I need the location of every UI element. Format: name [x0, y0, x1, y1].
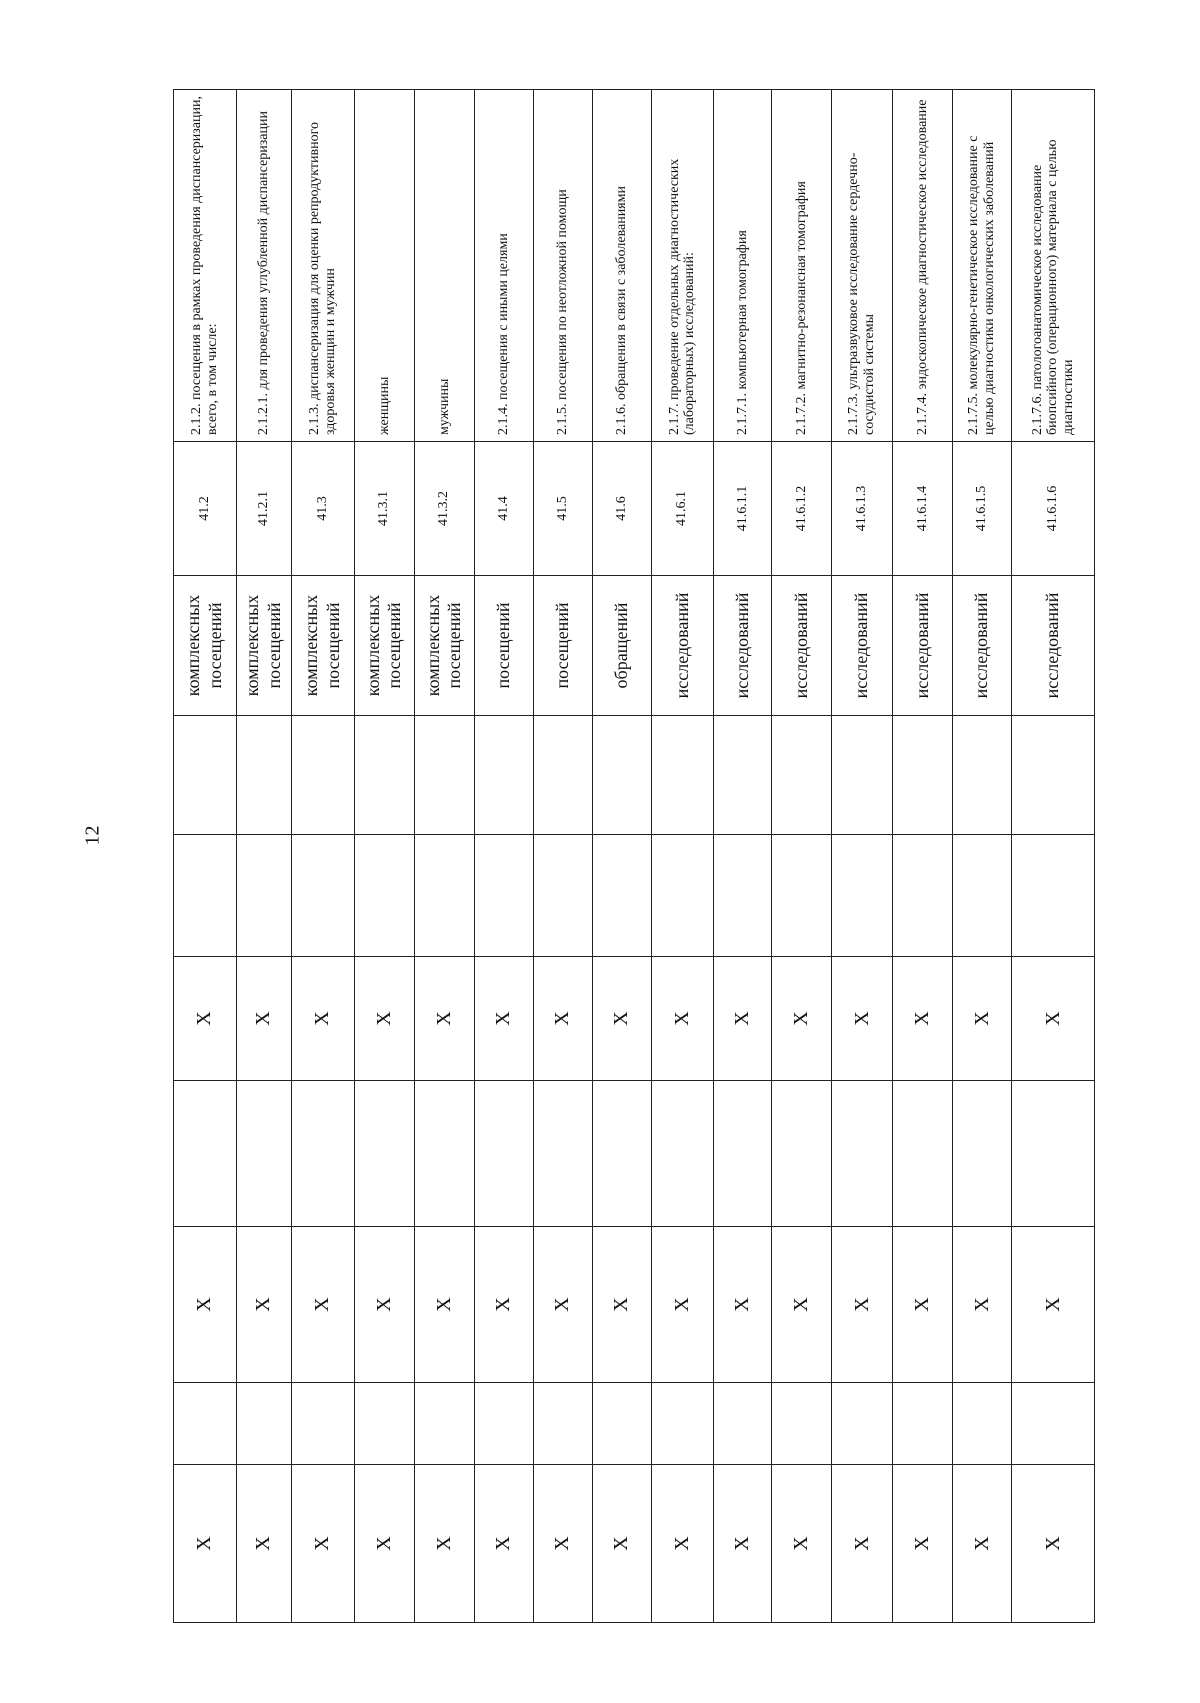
empty-cell: [236, 835, 291, 957]
empty-cell: [474, 716, 534, 835]
empty-cell: [534, 716, 592, 835]
empty-cell: [291, 835, 354, 957]
x-mark-cell: X: [831, 1465, 893, 1623]
code-cell: 41.3.2: [415, 442, 475, 576]
empty-cell: [713, 1081, 771, 1227]
empty-cell: [174, 1383, 237, 1465]
x-mark-cell: X: [1012, 1465, 1095, 1623]
table-row: [291, 90, 354, 1623]
indicator-name-cell: 2.1.5. посещения по неотложной помощи: [534, 90, 592, 442]
x-mark-cell: X: [893, 1227, 953, 1383]
unit-cell: исследований: [952, 576, 1012, 716]
empty-cell: [1012, 1383, 1095, 1465]
indicator-name-cell: 2.1.7.1. компьютерная томография: [713, 90, 771, 442]
x-mark-cell: X: [174, 957, 237, 1081]
empty-cell: [592, 1081, 652, 1227]
indicator-name-cell: 2.1.7.6. патологоанатомическое исследование биопсийного (операционного) материала с целью диагностики: [1012, 90, 1095, 442]
indicator-name-cell: 2.1.4. посещения с иными целями: [474, 90, 534, 442]
code-cell: 41.3.1: [354, 442, 415, 576]
empty-cell: [713, 1383, 771, 1465]
empty-cell: [415, 716, 475, 835]
unit-cell: исследований: [893, 576, 953, 716]
empty-cell: [474, 1081, 534, 1227]
data-table: [173, 89, 1095, 1623]
x-mark-cell: X: [592, 957, 652, 1081]
empty-cell: [236, 1081, 291, 1227]
x-mark-cell: X: [174, 1465, 237, 1623]
code-cell: 41.5: [534, 442, 592, 576]
unit-cell: исследований: [652, 576, 714, 716]
empty-cell: [952, 716, 1012, 835]
x-mark-cell: X: [474, 1465, 534, 1623]
x-mark-cell: X: [474, 957, 534, 1081]
code-cell: 41.6.1.6: [1012, 442, 1095, 576]
indicator-name-cell: 2.1.7.4. эндоскопическое диагностическое исследование: [893, 90, 953, 442]
empty-cell: [772, 835, 832, 957]
unit-cell: комплексных посещений: [236, 576, 291, 716]
x-mark-cell: X: [952, 1465, 1012, 1623]
x-mark-cell: X: [354, 957, 415, 1081]
x-mark-cell: X: [952, 957, 1012, 1081]
x-mark-cell: X: [534, 957, 592, 1081]
x-mark-cell: X: [354, 1465, 415, 1623]
x-mark-cell: X: [652, 1465, 714, 1623]
x-mark-cell: X: [592, 1227, 652, 1383]
indicator-name-cell: 2.1.7. проведение отдельных диагностических (лабораторных) исследований:: [652, 90, 714, 442]
x-mark-cell: X: [415, 957, 475, 1081]
empty-cell: [831, 716, 893, 835]
x-mark-cell: X: [236, 1227, 291, 1383]
x-mark-cell: X: [534, 1465, 592, 1623]
code-cell: 41.6: [592, 442, 652, 576]
empty-cell: [291, 1081, 354, 1227]
x-mark-cell: X: [291, 1465, 354, 1623]
table-row: [652, 90, 714, 1623]
indicator-name-cell: 2.1.2.1. для проведения углубленной диспансеризации: [236, 90, 291, 442]
x-mark-cell: X: [772, 957, 832, 1081]
indicator-name-cell: 2.1.3. диспансеризация для оценки репродуктивного здоровья женщин и мужчин: [291, 90, 354, 442]
table-row: [713, 90, 771, 1623]
rotated-table-wrapper: [173, 90, 1095, 1623]
code-cell: 41.6.1: [652, 442, 714, 576]
table-row: [174, 90, 237, 1623]
empty-cell: [291, 1383, 354, 1465]
empty-cell: [952, 1383, 1012, 1465]
empty-cell: [174, 835, 237, 957]
x-mark-cell: X: [952, 1227, 1012, 1383]
unit-cell: обращений: [592, 576, 652, 716]
empty-cell: [652, 716, 714, 835]
code-cell: 41.6.1.1: [713, 442, 771, 576]
x-mark-cell: X: [652, 1227, 714, 1383]
x-mark-cell: X: [291, 957, 354, 1081]
table-row: [236, 90, 291, 1623]
table-row: [1012, 90, 1095, 1623]
x-mark-cell: X: [354, 1227, 415, 1383]
x-mark-cell: X: [1012, 957, 1095, 1081]
empty-cell: [174, 716, 237, 835]
empty-cell: [772, 1081, 832, 1227]
x-mark-cell: X: [831, 1227, 893, 1383]
empty-cell: [893, 835, 953, 957]
x-mark-cell: X: [713, 957, 771, 1081]
x-mark-cell: X: [592, 1465, 652, 1623]
empty-cell: [534, 1383, 592, 1465]
empty-cell: [354, 835, 415, 957]
indicator-name-cell: женщины: [354, 90, 415, 442]
empty-cell: [652, 835, 714, 957]
x-mark-cell: X: [236, 1465, 291, 1623]
x-mark-cell: X: [1012, 1227, 1095, 1383]
table-row: [772, 90, 832, 1623]
indicator-name-cell: 2.1.7.2. магнитно-резонансная томография: [772, 90, 832, 442]
x-mark-cell: X: [415, 1465, 475, 1623]
table-row: [354, 90, 415, 1623]
empty-cell: [354, 1081, 415, 1227]
code-cell: 41.2: [174, 442, 237, 576]
empty-cell: [474, 835, 534, 957]
empty-cell: [1012, 716, 1095, 835]
code-cell: 41.4: [474, 442, 534, 576]
empty-cell: [474, 1383, 534, 1465]
x-mark-cell: X: [713, 1227, 771, 1383]
table-row: [534, 90, 592, 1623]
empty-cell: [893, 1081, 953, 1227]
empty-cell: [592, 835, 652, 957]
empty-cell: [893, 1383, 953, 1465]
empty-cell: [354, 1383, 415, 1465]
empty-cell: [592, 1383, 652, 1465]
x-mark-cell: X: [713, 1465, 771, 1623]
table-row: [474, 90, 534, 1623]
x-mark-cell: X: [772, 1465, 832, 1623]
empty-cell: [236, 716, 291, 835]
table-row: [952, 90, 1012, 1623]
empty-cell: [772, 1383, 832, 1465]
x-mark-cell: X: [772, 1227, 832, 1383]
unit-cell: комплексных посещений: [174, 576, 237, 716]
unit-cell: исследований: [772, 576, 832, 716]
x-mark-cell: X: [652, 957, 714, 1081]
empty-cell: [236, 1383, 291, 1465]
table-row: [831, 90, 893, 1623]
indicator-name-cell: 2.1.2. посещения в рамках проведения диспансеризации, всего, в том числе:: [174, 90, 237, 442]
empty-cell: [893, 716, 953, 835]
empty-cell: [713, 835, 771, 957]
unit-cell: комплексных посещений: [354, 576, 415, 716]
indicator-name-cell: 2.1.7.5. молекулярно-генетическое исследование с целью диагностики онкологических заболеваний: [952, 90, 1012, 442]
table-row: [415, 90, 475, 1623]
unit-cell: посещений: [534, 576, 592, 716]
table-row: [592, 90, 652, 1623]
empty-cell: [831, 1081, 893, 1227]
indicator-name-cell: 2.1.6. обращения в связи с заболеваниями: [592, 90, 652, 442]
code-cell: 41.3: [291, 442, 354, 576]
unit-cell: комплексных посещений: [415, 576, 475, 716]
code-cell: 41.6.1.3: [831, 442, 893, 576]
empty-cell: [415, 1383, 475, 1465]
empty-cell: [652, 1081, 714, 1227]
table-body: [174, 90, 1095, 1623]
x-mark-cell: X: [831, 957, 893, 1081]
empty-cell: [772, 716, 832, 835]
indicator-name-cell: мужчины: [415, 90, 475, 442]
x-mark-cell: X: [236, 957, 291, 1081]
empty-cell: [534, 1081, 592, 1227]
x-mark-cell: X: [893, 1465, 953, 1623]
empty-cell: [174, 1081, 237, 1227]
unit-cell: исследований: [831, 576, 893, 716]
indicator-name-cell: 2.1.7.3. ультразвуковое исследование сердечно-сосудистой системы: [831, 90, 893, 442]
empty-cell: [415, 835, 475, 957]
x-mark-cell: X: [893, 957, 953, 1081]
empty-cell: [652, 1383, 714, 1465]
empty-cell: [831, 835, 893, 957]
code-cell: 41.6.1.2: [772, 442, 832, 576]
empty-cell: [1012, 835, 1095, 957]
unit-cell: комплексных посещений: [291, 576, 354, 716]
empty-cell: [831, 1383, 893, 1465]
code-cell: 41.6.1.4: [893, 442, 953, 576]
unit-cell: посещений: [474, 576, 534, 716]
empty-cell: [713, 716, 771, 835]
x-mark-cell: X: [415, 1227, 475, 1383]
unit-cell: исследований: [713, 576, 771, 716]
empty-cell: [592, 716, 652, 835]
x-mark-cell: X: [174, 1227, 237, 1383]
page-number: 12: [81, 825, 104, 846]
x-mark-cell: X: [474, 1227, 534, 1383]
empty-cell: [534, 835, 592, 957]
code-cell: 41.6.1.5: [952, 442, 1012, 576]
x-mark-cell: X: [291, 1227, 354, 1383]
x-mark-cell: X: [534, 1227, 592, 1383]
code-cell: 41.2.1: [236, 442, 291, 576]
empty-cell: [291, 716, 354, 835]
empty-cell: [415, 1081, 475, 1227]
empty-cell: [354, 716, 415, 835]
empty-cell: [952, 835, 1012, 957]
empty-cell: [1012, 1081, 1095, 1227]
table-row: [893, 90, 953, 1623]
empty-cell: [952, 1081, 1012, 1227]
unit-cell: исследований: [1012, 576, 1095, 716]
